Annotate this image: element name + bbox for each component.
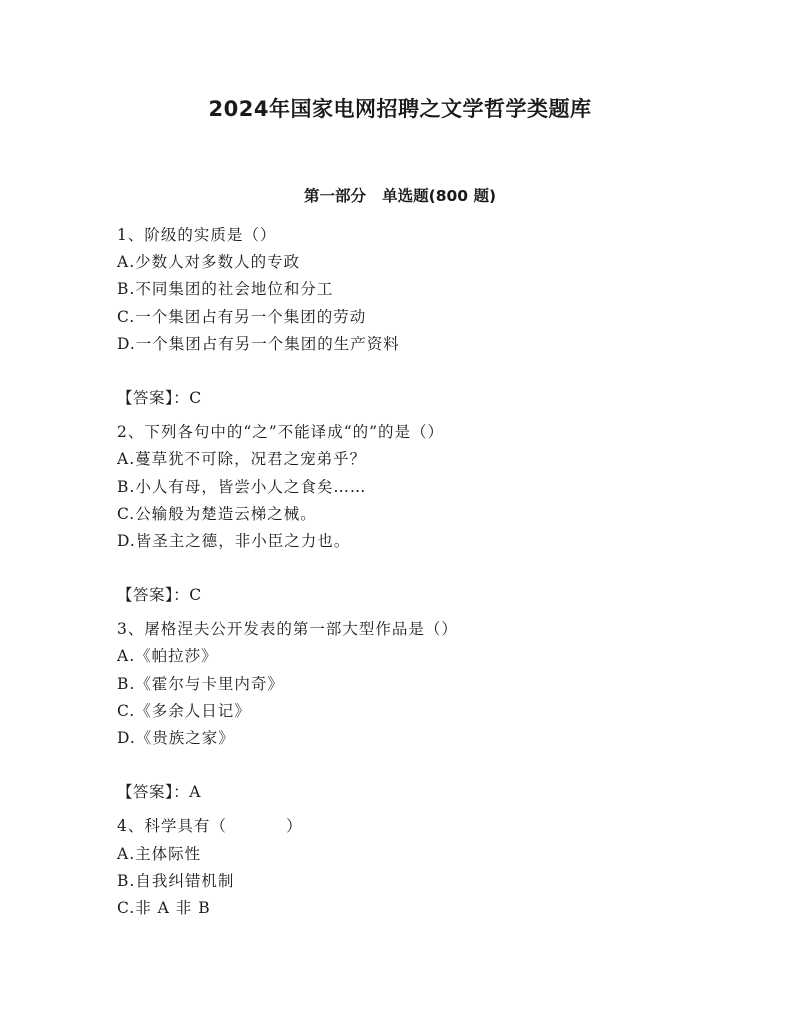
- answer-value: A: [189, 783, 202, 802]
- document-title: 2024年国家电网招聘之文学哲学类题库: [208, 97, 592, 121]
- answer-value: C: [189, 586, 203, 605]
- answer-label: 【答案】：: [117, 388, 190, 407]
- option-a: A.《帕拉莎》: [117, 647, 218, 666]
- option-a: A.蔓草犹不可除，况君之宠弟乎？: [117, 450, 367, 469]
- answer-value: C: [189, 388, 203, 407]
- option-b: B.不同集团的社会地位和分工: [117, 280, 334, 299]
- answer-label: 【答案】：: [117, 783, 190, 802]
- option-b: B.自我纠错机制: [117, 871, 235, 890]
- question-block: [117, 222, 757, 412]
- question-stem: 1、阶级的实质是（）: [117, 226, 277, 244]
- option-d: D.皆圣主之德，非小臣之力也。: [117, 531, 351, 550]
- question-block: [117, 813, 757, 922]
- question-block: [117, 616, 757, 806]
- option-d: D.一个集团占有另一个集团的生产资料: [117, 334, 400, 353]
- answer-label: 【答案】：: [117, 586, 190, 605]
- question-stem: 3、屠格涅夫公开发表的第一部大型作品是（）: [117, 620, 458, 639]
- question-stem: 2、下列各句中的“之”不能译成“的”的是（）: [117, 423, 445, 442]
- question-list: [117, 222, 757, 922]
- question-block: [117, 419, 757, 609]
- option-a: A.主体际性: [117, 844, 202, 863]
- answer-line: [117, 582, 757, 609]
- option-d: D.《贵族之家》: [117, 729, 235, 747]
- option-c: C.非 A 非 B: [117, 898, 211, 917]
- answer-line: [117, 779, 757, 806]
- option-a: A.少数人对多数人的专政: [117, 253, 301, 272]
- answer-line: [117, 385, 757, 412]
- option-b: B.小人有母，皆尝小人之食矣……: [117, 477, 367, 496]
- option-c: C.《多余人日记》: [117, 701, 251, 720]
- option-c: C.公输般为楚造云梯之械。: [117, 504, 317, 523]
- option-c: C.一个集团占有另一个集团的劳动: [117, 307, 367, 326]
- question-stem: 4、科学具有（ ）: [117, 817, 303, 836]
- section-title: 第一部分 单选题(800 题): [303, 187, 497, 205]
- option-b: B.《霍尔与卡里内奇》: [117, 674, 284, 693]
